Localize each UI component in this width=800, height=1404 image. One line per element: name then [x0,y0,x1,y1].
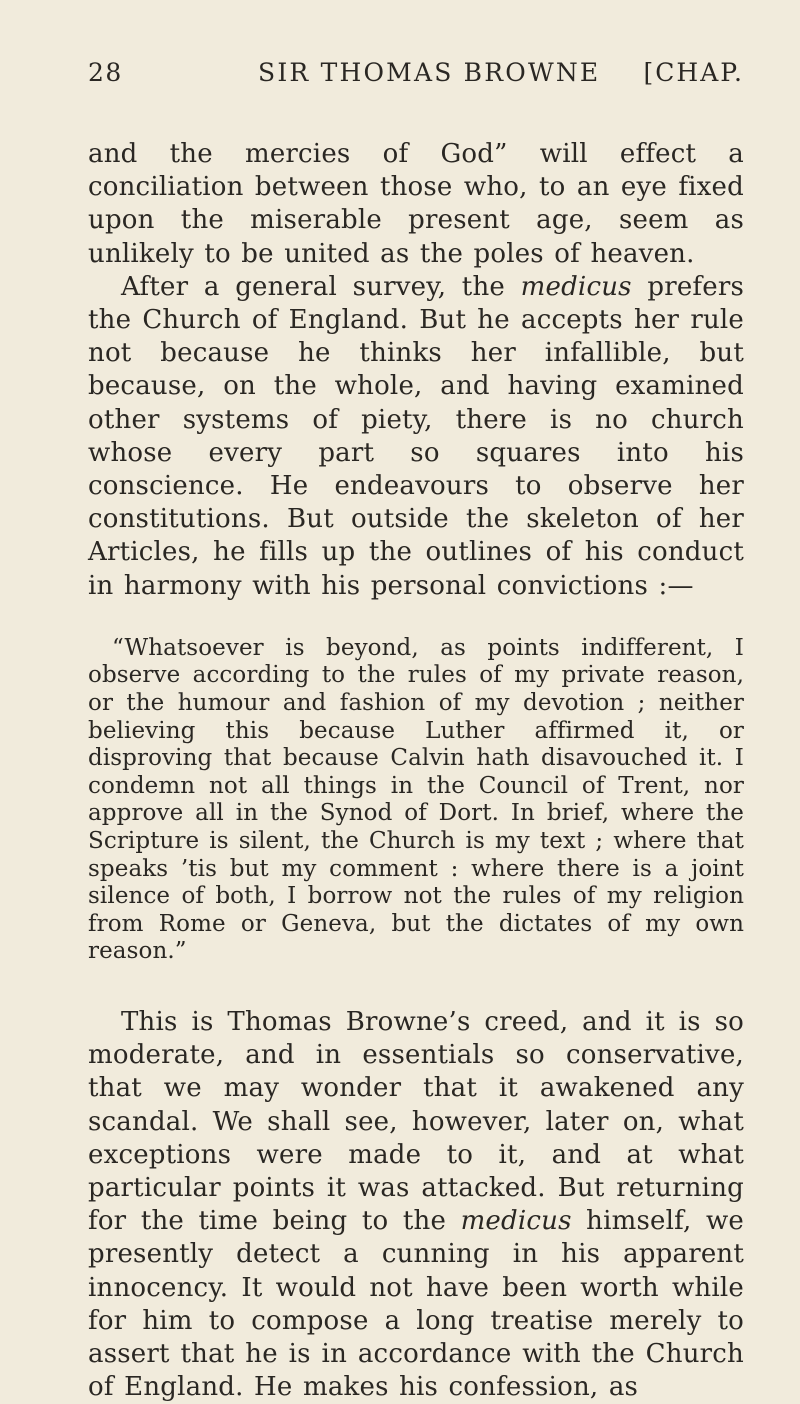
paragraph-continuation: and the mercies of God” will effect a conciliation between those who, to an eye fixed upon the miserable present age, seem as unlikely to be united as the poles of heaven. [88,139,744,269]
running-title: SIR THOMAS BROWNE [258,58,601,87]
running-head [88,58,744,94]
page-number: 28 [88,58,123,87]
paragraph-survey: After a general survey, the medicus prefers the Church of England. But he accepts her rule not because he thinks her infallible, but because, on the whole, and having examined other systems of piety, there is no church whose every part so squares into his conscience. He endeavours to observe her constitutions. But outside the skeleton of her Articles, he fills up the outlines of his conduct in harmony with his personal convictions :— [88,271,744,601]
block-quote: “Whatsoever is beyond, as points indifferent, I observe according to the rules of my private reason, or the humour and fashion of my devotion ; neither believing this because Luther affirmed it, or disproving that because Calvin hath disavouched it. I condemn not all things in the Council of Trent, nor approve all in the Synod of Dort. In brief, where the Scripture is silent, the Church is my text ; where that speaks ’tis but my comment : where there is a joint silence of both, I borrow not the rules of my religion from Rome or Geneva, but the dictates of my own reason.” [88,634,744,965]
chapter-marker: [CHAP. [643,58,744,87]
paragraph-creed: This is Thomas Browne’s creed, and it is so moderate, and in essentials so conservative, that we may wonder that it awakened any scandal. We shall see, however, later on, what exceptions were made to it, and at what particular points it was attacked. But returning for the time being to the medicus himself, we presently detect a cunning in his apparent innocency. It would not have been worth while for him to compose a long treatise merely to assert that he is in accordance with the Church of England. He makes his confession, as [88,1006,745,1403]
